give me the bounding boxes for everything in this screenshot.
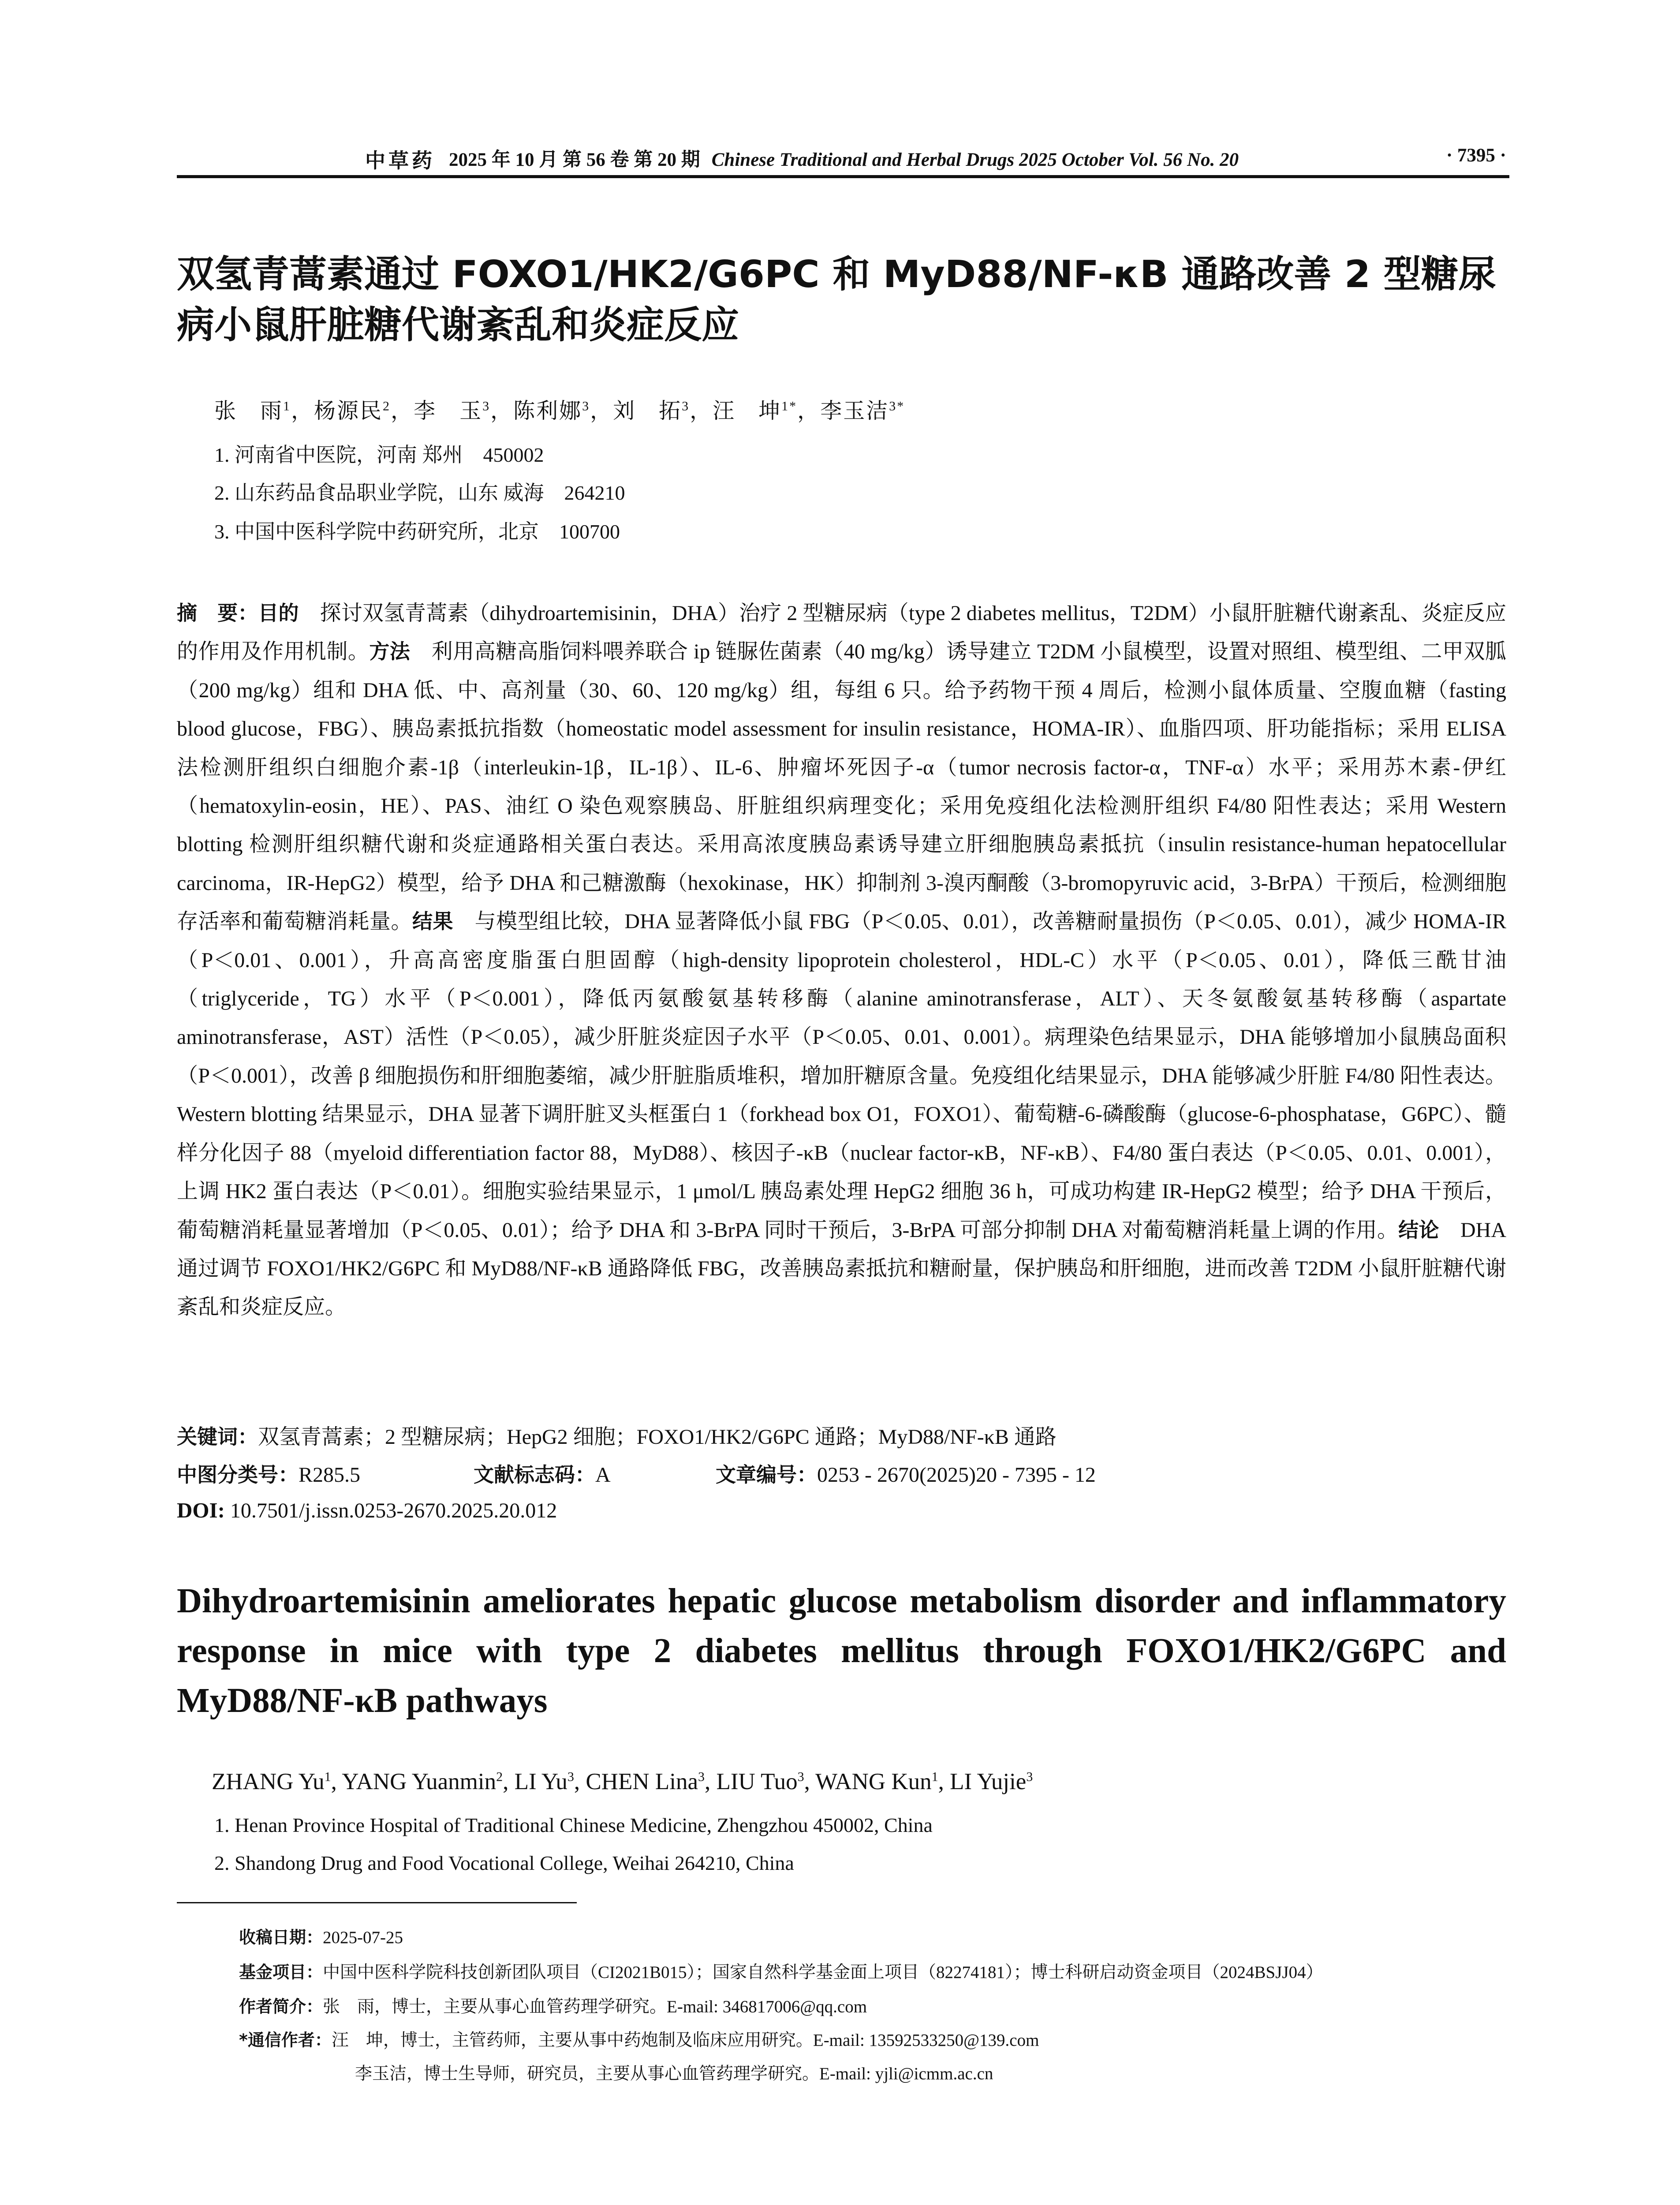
footnote-funding: 基金项目：中国中医科学院科技创新团队项目（CI2021B015）；国家自然科学基金面上项目（82274181）；博士科研启动资金项目（2024BSJJ04） <box>239 1962 1323 1982</box>
footnote-rule <box>177 1902 577 1903</box>
journal-logo: 中草药 <box>365 149 435 172</box>
footnote-corresponding-2: 李玉洁，博士生导师，研究员，主要从事心血管药理学研究。E-mail: yjli@icmm.ac.cn <box>355 2064 993 2083</box>
affiliation-en: 2. Shandong Drug and Food Vocational College, Weihai 264210, China <box>214 1852 794 1874</box>
header-rule <box>177 175 1509 178</box>
issue-info: 2025 年 10 月 第 56 卷 第 20 期 Chinese Traditional and Herbal Drugs 2025 October Vol. 56 No. 20 <box>449 149 1239 170</box>
affiliation-cn: 2. 山东药品食品职业学院，山东 威海 264210 <box>214 482 625 504</box>
classification: 中图分类号：R285.5 文献标志码：A 文章编号：0253 - 2670(2025)20 - 7395 - 12 <box>177 1463 1096 1487</box>
title-cn: 双氢青蒿素通过 FOXO1/HK2/G6PC 和 MyD88/NF-κB 通路改善 2 型糖尿病小鼠肝脏糖代谢紊乱和炎症反应 <box>177 253 1496 347</box>
page-number: · 7395 · <box>1446 145 1506 166</box>
keywords: 关键词：双氢青蒿素；2 型糖尿病；HepG2 细胞；FOXO1/HK2/G6PC 通路；MyD88/NF-κB 通路 <box>177 1425 1057 1449</box>
affiliation-en: 1. Henan Province Hospital of Traditional Chinese Medicine, Zhengzhou 450002, China <box>214 1814 933 1836</box>
affiliation-cn: 1. 河南省中医院，河南 郑州 450002 <box>214 444 544 466</box>
footnote-corresponding: *通信作者：汪 坤，博士，主管药师，主要从事中药炮制及临床应用研究。E-mail: 13592533250@139.com <box>239 2030 1039 2050</box>
authors-cn: 张 雨$^1$，杨源民$^2$，李 玉$^3$，陈利娜$^3$，刘 拓$^3$，汪 坤$^{1*}$，李玉洁$^{3*}$ <box>214 399 905 423</box>
footnote-author-bio: 作者简介：张 雨，博士，主要从事心血管药理学研究。E-mail: 346817006@qq.com <box>239 1997 867 2016</box>
running-header <box>177 145 1509 171</box>
affiliation-cn: 3. 中国中医科学院中药研究所，北京 100700 <box>214 520 620 543</box>
doi: DOI: 10.7501/j.issn.0253-2670.2025.20.012 <box>177 1498 557 1522</box>
title-en: Dihydroartemisinin ameliorates hepatic glucose metabolism disorder and inflammatory response in mice with type 2 diabetes mellitus through FOXO1/HK2/G6PC and MyD88/NF-κB pathways <box>177 1582 1506 1720</box>
abstract: 摘 要：目的 探讨双氢青蒿素（dihydroartemisinin，DHA）治疗 2 型糖尿病（type 2 diabetes mellitus，T2DM）小鼠肝脏糖代谢紊乱、炎症反应的作用及作用机制。方法 利用高糖高脂饲料喂养联合 ip 链脲佐菌素（40 mg/kg）诱导建立 T2DM 小鼠模型，设置对照组、模型组、二甲双胍（200 mg/kg）组和 DHA 低、中、高剂量（30、60、120 mg/kg）组，每组 6 只。给予药物干预 4 周后，检测小鼠体质量、空腹血糖（fasting blood glucose，FBG）、胰岛素抵抗指数（homeostatic model assessment for insulin resistance，HOMA-IR）、血脂四项、肝功能指标；采用 ELISA 法检测肝组织白细胞介素-1β（interleukin-1β，IL-1β）、IL-6、肿瘤坏死因子-α（tumor necrosis factor-α，TNF-α）水平；采用苏木素-伊红（hematoxylin-eosin，HE）、PAS、油红 O 染色观察胰岛、肝脏组织病理变化；采用免疫组化法检测肝组织 F4/80 阳性表达；采用 Western blotting 检测肝组织糖代谢和炎症通路相关蛋白表达。采用高浓度胰岛素诱导建立肝细胞胰岛素抵抗（insulin resistance-human hepatocellular carcinoma，IR-HepG2）模型，给予 DHA 和己糖激酶（hexokinase，HK）抑制剂 3-溴丙酮酸（3-bromopyruvic acid，3-BrPA）干预后，检测细胞存活率和葡萄糖消耗量。结果 与模型组比较，DHA 显著降低小鼠 FBG（P＜0.05、0.01），改善糖耐量损伤（P＜0.05、0.01），减少 HOMA-IR（P＜0.01、0.001），升高高密度脂蛋白胆固醇（high-density lipoprotein cholesterol，HDL-C）水平（P＜0.05、0.01），降低三酰甘油（triglyceride，TG）水平（P＜0.001），降低丙氨酸氨基转移酶（alanine aminotransferase，ALT）、天冬氨酸氨基转移酶（aspartate aminotransferase，AST）活性（P＜0.05），减少肝脏炎症因子水平（P＜0.05、0.01、0.001）。病理染色结果显示，DHA 能够增加小鼠胰岛面积（P＜0.001），改善 β 细胞损伤和肝细胞萎缩，减少肝脏脂质堆积，增加肝糖原含量。免疫组化结果显示，DHA 能够减少肝脏 F4/80 阳性表达。Western blotting 结果显示，DHA 显著下调肝脏叉头框蛋白 1（forkhead box O1，FOXO1）、葡萄糖-6-磷酸酶（glucose-6-phosphatase，G6PC）、髓样分化因子 88（myeloid differentiation factor 88，MyD88）、核因子-κB（nuclear factor-κB，NF-κB）、F4/80 蛋白表达（P＜0.05、0.01、0.001），上调 HK2 蛋白表达（P＜0.01）。细胞实验结果显示，1 μmol/L 胰岛素处理 HepG2 细胞 36 h，可成功构建 IR-HepG2 模型；给予 DHA 干预后，葡萄糖消耗量显著增加（P＜0.05、0.01）；给予 DHA 和 3-BrPA 同时干预后，3-BrPA 可部分抑制 DHA 对葡萄糖消耗量上调的作用。结论 DHA 通过调节 FOXO1/HK2/G6PC 和 MyD88/NF-κB 通路降低 FBG，改善胰岛素抵抗和糖耐量，保护胰岛和肝细胞，进而改善 T2DM 小鼠肝脏糖代谢紊乱和炎症反应。 <box>177 601 1506 1319</box>
authors-en: ZHANG Yu$^1$, YANG Yuanmin$^2$, LI Yu$^3$, CHEN Lina$^3$, LIU Tuo$^3$, WANG Kun$^1$, LI Yujie$^3$ <box>212 1769 1033 1794</box>
footnote-received: 收稿日期：2025-07-25 <box>239 1928 403 1947</box>
